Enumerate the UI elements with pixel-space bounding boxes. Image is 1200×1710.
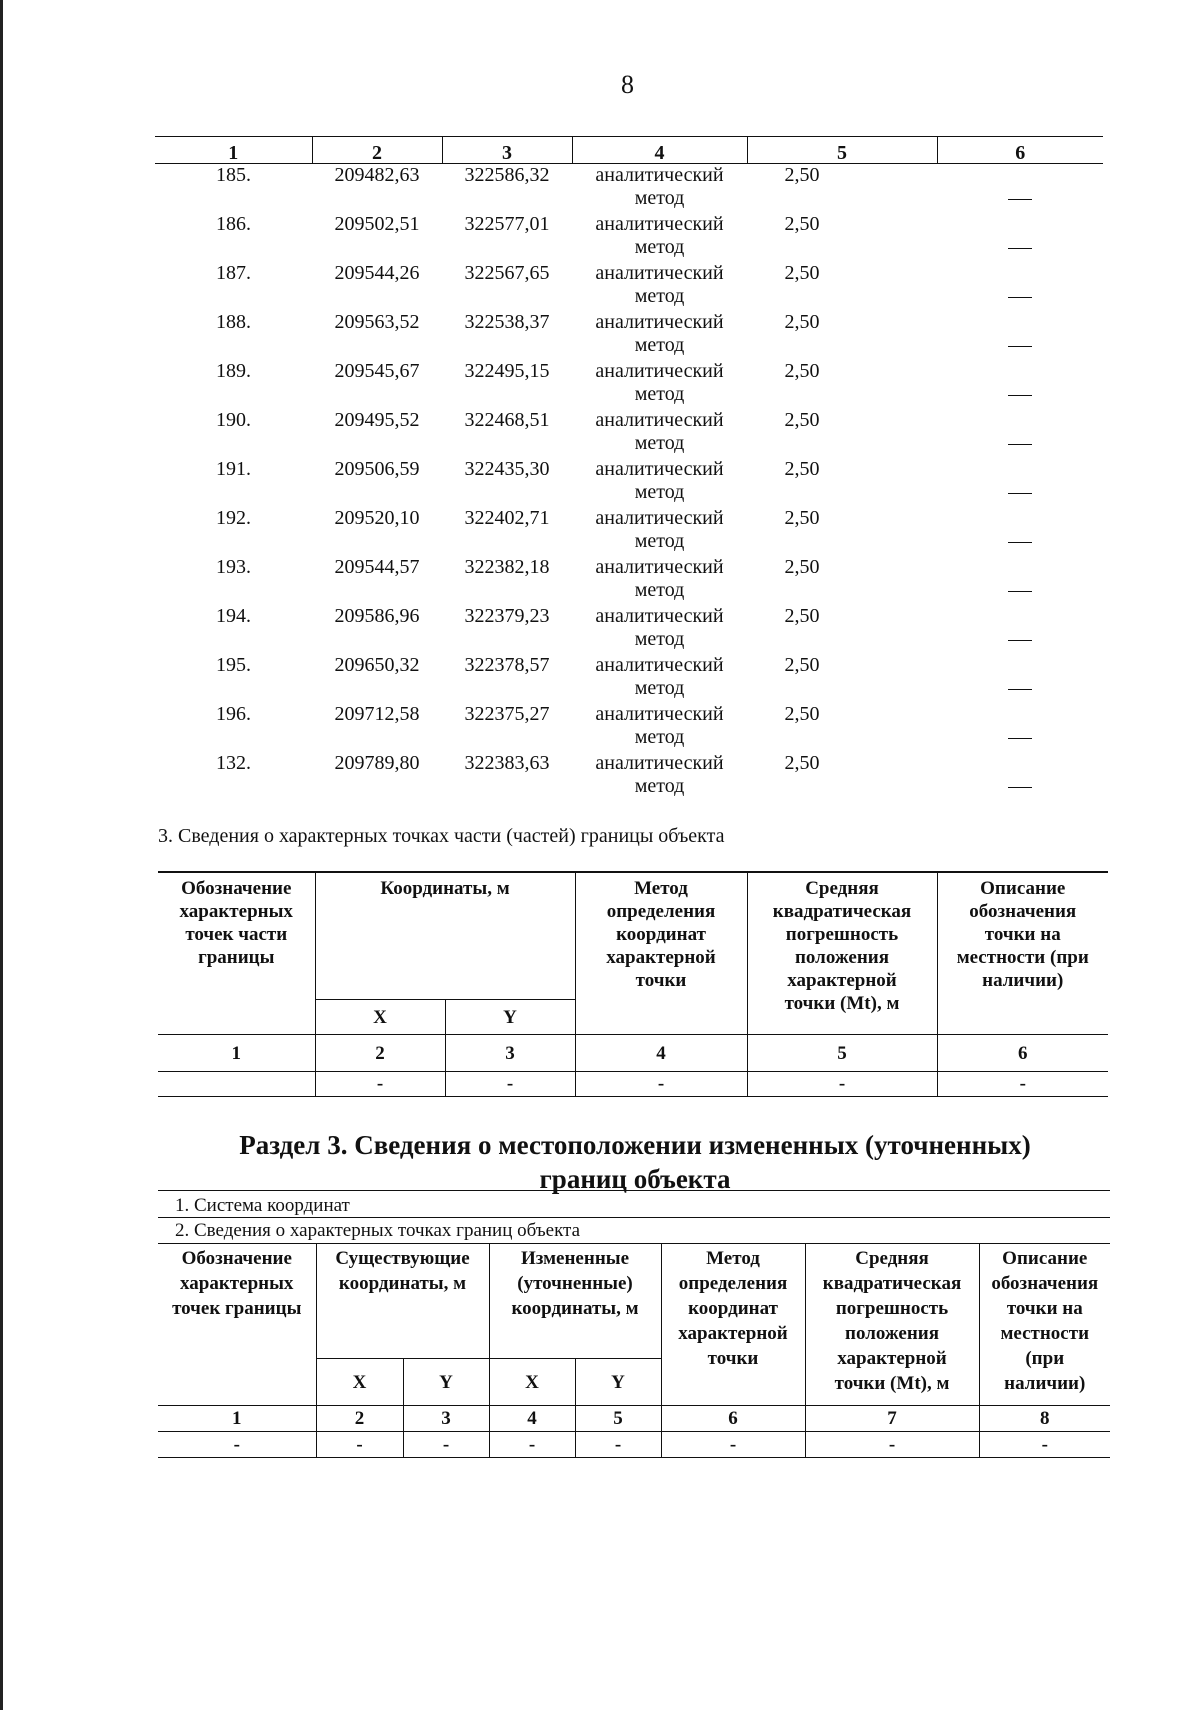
header-line: местности: [1000, 1323, 1090, 1344]
points-info-row: 2. Сведения о характерных точках границ объекта: [175, 1220, 581, 1241]
section-3-title-line-1: Раздел 3. Сведения о местоположении измененных (уточненных): [239, 1130, 1031, 1160]
header-line: характерных: [180, 1273, 294, 1294]
error-value: 2,50: [784, 164, 820, 186]
designation-header: [158, 1244, 316, 1406]
dash-mark: [1008, 395, 1032, 396]
x-value: 209506,59: [334, 458, 420, 480]
table-row: [155, 409, 1103, 458]
description-cell: [937, 311, 1103, 360]
error-value: 2,50: [784, 409, 820, 431]
header-line: погрешность: [835, 1298, 949, 1319]
table-row: [155, 213, 1103, 262]
method-cell: [572, 507, 747, 556]
header-line: точки: [707, 1348, 759, 1369]
method-line-1: аналитический: [595, 409, 724, 431]
method-cell: [572, 703, 747, 752]
error-header: [805, 1244, 979, 1406]
empty-value: -: [315, 1072, 445, 1097]
point-number: 189.: [216, 360, 251, 382]
dash-mark: [1008, 444, 1032, 445]
method-line-1: аналитический: [595, 703, 724, 725]
method-line-1: аналитический: [595, 458, 724, 480]
method-line-2: метод: [634, 628, 685, 650]
description-cell: [937, 752, 1103, 801]
method-line-2: метод: [634, 775, 685, 797]
method-line-2: метод: [634, 677, 685, 699]
empty-value: -: [445, 1072, 575, 1097]
y-value: 322577,01: [464, 213, 550, 235]
page-number: 8: [621, 70, 634, 99]
section-note: 3. Сведения о характерных точках части (частей) границы объекта: [158, 825, 725, 847]
empty-value: [158, 1072, 315, 1097]
header-line: положения: [794, 947, 890, 968]
header-line: местности (при: [956, 947, 1089, 968]
x-header: X: [489, 1359, 575, 1406]
method-cell: [572, 752, 747, 801]
empty-value: -: [979, 1432, 1110, 1458]
x-value: 209495,52: [334, 409, 420, 431]
error-value: 2,50: [784, 752, 820, 774]
method-line-1: аналитический: [595, 605, 724, 627]
x-value: 209789,80: [334, 752, 420, 774]
table-row: [155, 752, 1103, 801]
table-row: [155, 311, 1103, 360]
header-line: характерной: [606, 947, 716, 968]
dash-mark: [1008, 346, 1032, 347]
header-line: точек части: [185, 924, 288, 945]
description-header: [937, 872, 1108, 1035]
method-line-2: метод: [634, 481, 685, 503]
y-value: 322379,23: [464, 605, 550, 627]
error-value: 2,50: [784, 311, 820, 333]
y-value: 322538,37: [464, 311, 550, 333]
description-cell: [937, 703, 1103, 752]
dash-mark: [1008, 297, 1032, 298]
y-value: 322375,27: [464, 703, 550, 725]
point-number: 187.: [216, 262, 251, 284]
col-header: 1: [155, 137, 312, 164]
column-number: 3: [403, 1406, 489, 1432]
point-number: 190.: [216, 409, 251, 431]
header-line: Метод: [634, 878, 688, 899]
table-row: [155, 556, 1103, 605]
divider: [158, 1217, 1110, 1218]
part-boundary-table: [158, 871, 1108, 1097]
header-line: погрешность: [785, 924, 899, 945]
changed-coords-header: [489, 1244, 661, 1359]
header-line: координат: [688, 1298, 778, 1319]
method-cell: [572, 654, 747, 703]
empty-value: -: [158, 1432, 316, 1458]
method-line-2: метод: [634, 334, 685, 356]
method-line-2: метод: [634, 236, 685, 258]
method-line-1: аналитический: [595, 262, 724, 284]
column-number: 8: [979, 1406, 1110, 1432]
dash-mark: [1008, 738, 1032, 739]
description-cell: [937, 507, 1103, 556]
changed-boundary-table: [158, 1244, 1110, 1458]
header-line: характерных: [179, 901, 293, 922]
error-header: [747, 872, 937, 1035]
method-line-1: аналитический: [595, 556, 724, 578]
empty-value-row: [158, 1072, 1108, 1097]
column-number-row: [158, 1035, 1108, 1072]
column-number: 2: [316, 1406, 403, 1432]
point-number: 195.: [216, 654, 251, 676]
method-cell: [572, 311, 747, 360]
description-cell: [937, 458, 1103, 507]
header-line: точки: [635, 970, 687, 991]
x-value: 209650,32: [334, 654, 420, 676]
point-number: 186.: [216, 213, 251, 235]
dash-mark: [1008, 640, 1032, 641]
header-line: Обозначение: [181, 1248, 292, 1269]
header-line: Средняя: [855, 1248, 929, 1269]
description-cell: [937, 262, 1103, 311]
description-cell: [937, 164, 1103, 214]
description-cell: [937, 360, 1103, 409]
method-line-1: аналитический: [595, 752, 724, 774]
method-line-2: метод: [634, 579, 685, 601]
empty-value: -: [747, 1072, 937, 1097]
x-value: 209586,96: [334, 605, 420, 627]
y-value: 322495,15: [464, 360, 550, 382]
y-header: Y: [403, 1359, 489, 1406]
error-value: 2,50: [784, 458, 820, 480]
empty-value-row: [158, 1432, 1110, 1458]
column-number: 3: [445, 1035, 575, 1072]
header-line: наличии): [1004, 1373, 1086, 1394]
x-value: 209544,57: [334, 556, 420, 578]
empty-value: -: [937, 1072, 1108, 1097]
header-line: границы: [198, 947, 275, 968]
description-cell: [937, 213, 1103, 262]
description-cell: [937, 409, 1103, 458]
table-row: [155, 654, 1103, 703]
header-line: Измененные: [520, 1248, 630, 1269]
header-line: точек границы: [172, 1298, 302, 1319]
column-number: 6: [937, 1035, 1108, 1072]
header-line: Средняя: [805, 878, 879, 899]
method-line-2: метод: [634, 187, 685, 209]
method-line-1: аналитический: [595, 654, 724, 676]
header-line: координаты, м: [511, 1298, 639, 1319]
header-line: Описание: [1002, 1248, 1088, 1269]
y-value: 322378,57: [464, 654, 550, 676]
error-value: 2,50: [784, 213, 820, 235]
description-header: [979, 1244, 1110, 1406]
col-header: 2: [312, 137, 442, 164]
dash-mark: [1008, 493, 1032, 494]
header-line: определения: [606, 901, 716, 922]
header-line: наличии): [982, 970, 1064, 991]
empty-value: -: [575, 1432, 661, 1458]
x-value: 209545,67: [334, 360, 420, 382]
method-cell: [572, 409, 747, 458]
empty-value: -: [316, 1432, 403, 1458]
method-cell: [572, 360, 747, 409]
method-header: [575, 872, 747, 1035]
method-line-1: аналитический: [595, 213, 724, 235]
error-value: 2,50: [784, 703, 820, 725]
empty-value: -: [661, 1432, 805, 1458]
column-number: 1: [158, 1035, 315, 1072]
col-header: 4: [572, 137, 747, 164]
point-number: 185.: [216, 164, 251, 186]
method-line-1: аналитический: [595, 164, 724, 186]
column-number: 6: [661, 1406, 805, 1432]
col-header: 5: [747, 137, 937, 164]
column-number: 4: [489, 1406, 575, 1432]
point-number: 132.: [216, 752, 251, 774]
header-line: квадратическая: [772, 901, 912, 922]
divider: [158, 1190, 1110, 1191]
col-header: 3: [442, 137, 572, 164]
y-value: 322567,65: [464, 262, 550, 284]
x-value: 209563,52: [334, 311, 420, 333]
empty-value: -: [575, 1072, 747, 1097]
y-header: Y: [445, 1000, 575, 1035]
error-value: 2,50: [784, 654, 820, 676]
header-line: характерной: [787, 970, 897, 991]
section-3-title-line-2: границ объекта: [539, 1164, 731, 1194]
y-value: 322383,63: [464, 752, 550, 774]
error-value: 2,50: [784, 507, 820, 529]
method-line-1: аналитический: [595, 507, 724, 529]
point-number: 188.: [216, 311, 251, 333]
method-line-1: аналитический: [595, 311, 724, 333]
method-cell: [572, 458, 747, 507]
section-3-title: [175, 1128, 1095, 1196]
header-line: Обозначение: [181, 878, 292, 899]
coordinates-table: [155, 136, 1103, 801]
description-cell: [937, 654, 1103, 703]
header-line: положения: [845, 1323, 940, 1344]
coord-system-row: 1. Система координат: [175, 1195, 350, 1216]
column-number: 2: [315, 1035, 445, 1072]
header-line: координаты, м: [338, 1273, 467, 1294]
table-row: [155, 458, 1103, 507]
description-cell: [937, 556, 1103, 605]
coordinates-table-header: [155, 137, 1103, 164]
y-value: 322586,32: [464, 164, 550, 186]
coords-header: Координаты, м: [315, 872, 575, 1000]
y-header: Y: [575, 1359, 661, 1406]
header-line: квадратическая: [822, 1273, 962, 1294]
column-number: 7: [805, 1406, 979, 1432]
x-value: 209520,10: [334, 507, 420, 529]
dash-mark: [1008, 199, 1032, 200]
column-number: 5: [747, 1035, 937, 1072]
description-cell: [937, 605, 1103, 654]
error-value: 2,50: [784, 360, 820, 382]
method-line-2: метод: [634, 530, 685, 552]
error-value: 2,50: [784, 605, 820, 627]
x-value: 209712,58: [334, 703, 420, 725]
empty-value: -: [489, 1432, 575, 1458]
dash-mark: [1008, 689, 1032, 690]
y-value: 322382,18: [464, 556, 550, 578]
method-cell: [572, 605, 747, 654]
error-value: 2,50: [784, 262, 820, 284]
header-line: координат: [616, 924, 706, 945]
y-value: 322402,71: [464, 507, 550, 529]
point-number: 196.: [216, 703, 251, 725]
header-line: точки (Mt), м: [834, 1373, 950, 1394]
table-row: [155, 605, 1103, 654]
header-line: Описание: [980, 878, 1066, 899]
header-line: Метод: [706, 1248, 760, 1269]
method-cell: [572, 164, 747, 214]
column-number: 1: [158, 1406, 316, 1432]
dash-mark: [1008, 248, 1032, 249]
point-number: 194.: [216, 605, 251, 627]
y-value: 322468,51: [464, 409, 550, 431]
header-line: (уточненные): [517, 1273, 633, 1294]
empty-value: -: [805, 1432, 979, 1458]
header-line: характерной: [678, 1323, 788, 1344]
point-number: 193.: [216, 556, 251, 578]
method-cell: [572, 213, 747, 262]
dash-mark: [1008, 591, 1032, 592]
header-line: определения: [678, 1273, 788, 1294]
column-number: 5: [575, 1406, 661, 1432]
header-line: характерной: [837, 1348, 947, 1369]
header-line: точки (Mt), м: [784, 993, 900, 1014]
point-number: 192.: [216, 507, 251, 529]
header-line: обозначения: [991, 1273, 1099, 1294]
method-header: [661, 1244, 805, 1406]
x-value: 209502,51: [334, 213, 420, 235]
method-line-2: метод: [634, 432, 685, 454]
header-line: Существующие: [335, 1248, 470, 1269]
method-line-2: метод: [634, 383, 685, 405]
x-header: X: [316, 1359, 403, 1406]
point-number: 191.: [216, 458, 251, 480]
table-row: [155, 360, 1103, 409]
col-header: 6: [937, 137, 1103, 164]
error-value: 2,50: [784, 556, 820, 578]
dash-mark: [1008, 787, 1032, 788]
dash-mark: [1008, 542, 1032, 543]
header-line: (при: [1025, 1348, 1065, 1369]
table-row: [155, 703, 1103, 752]
scan-edge: [0, 0, 3, 1710]
table-row: [155, 164, 1103, 214]
column-number-row: [158, 1406, 1110, 1432]
table-row: [155, 507, 1103, 556]
method-cell: [572, 556, 747, 605]
method-line-2: метод: [634, 726, 685, 748]
method-line-2: метод: [634, 285, 685, 307]
designation-header: [158, 872, 315, 1035]
method-line-1: аналитический: [595, 360, 724, 382]
x-value: 209544,26: [334, 262, 420, 284]
existing-coords-header: [316, 1244, 489, 1359]
header-line: точки на: [984, 924, 1061, 945]
x-header: X: [315, 1000, 445, 1035]
header-line: точки на: [1006, 1298, 1083, 1319]
y-value: 322435,30: [464, 458, 550, 480]
table-row: [155, 262, 1103, 311]
header-line: обозначения: [969, 901, 1077, 922]
x-value: 209482,63: [334, 164, 420, 186]
column-number: 4: [575, 1035, 747, 1072]
method-cell: [572, 262, 747, 311]
empty-value: -: [403, 1432, 489, 1458]
